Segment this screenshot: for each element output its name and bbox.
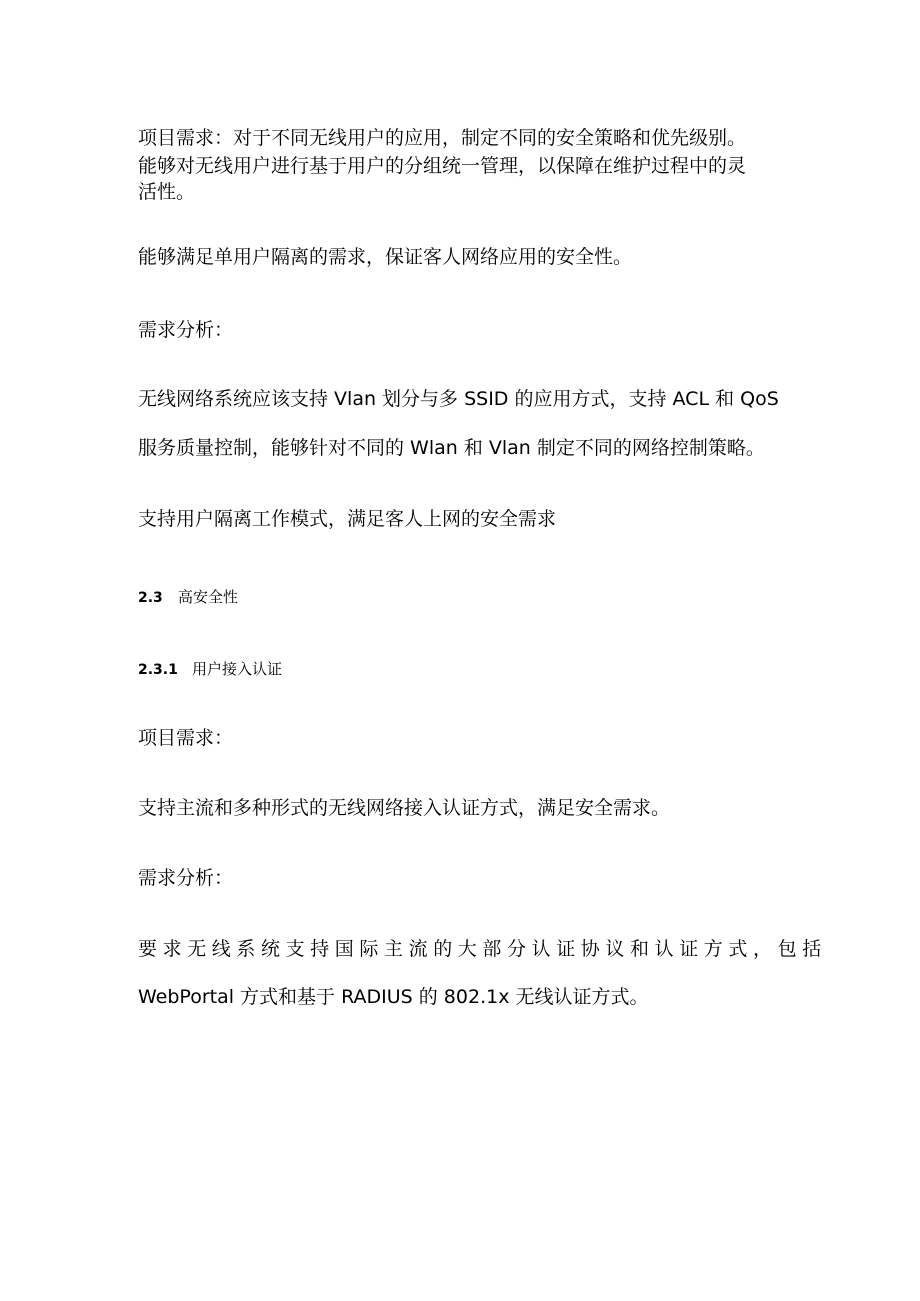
guest-isolation-paragraph: 支持用户隔离工作模式，满足客人上网的安全需求 bbox=[138, 508, 557, 530]
section-heading-2-3-1 bbox=[138, 660, 282, 679]
isolation-paragraph: 能够满足单用户隔离的需求，保证客人网络应用的安全性。 bbox=[138, 246, 633, 268]
section-title: 高安全性 bbox=[178, 588, 239, 606]
requirement-line-2: 能够对无线用户进行基于用户的分组统一管理，以保障在维护过程中的灵 bbox=[138, 155, 747, 177]
auth-methods-paragraph: 支持主流和多种形式的无线网络接入认证方式，满足安全需求。 bbox=[138, 797, 671, 819]
section-number: 2.3 bbox=[138, 590, 163, 606]
requirement-label: 项目需求： bbox=[138, 727, 234, 749]
requirement-line-1: 项目需求：对于不同无线用户的应用，制定不同的安全策略和优先级别。 bbox=[138, 127, 747, 149]
analysis-line-2: 服务质量控制，能够针对不同的 Wlan 和 Vlan 制定不同的网络控制策略。 bbox=[138, 437, 765, 459]
analysis-label-1: 需求分析： bbox=[138, 319, 234, 341]
analysis-label-2: 需求分析： bbox=[138, 867, 234, 889]
analysis-line-1: 无线网络系统应该支持 Vlan 划分与多 SSID 的应用方式，支持 ACL 和 QoS bbox=[138, 388, 779, 410]
subsection-number: 2.3.1 bbox=[138, 662, 178, 678]
requirement-line-3: 活性。 bbox=[138, 181, 196, 203]
auth-analysis-line-1: 要求无线系统支持国际主流的大部分认证协议和认证方式，包括 bbox=[138, 938, 827, 960]
section-heading-2-3 bbox=[138, 588, 238, 607]
subsection-title: 用户接入认证 bbox=[192, 660, 283, 678]
auth-analysis-line-2: WebPortal 方式和基于 RADIUS 的 802.1x 无线认证方式。 bbox=[138, 986, 649, 1008]
